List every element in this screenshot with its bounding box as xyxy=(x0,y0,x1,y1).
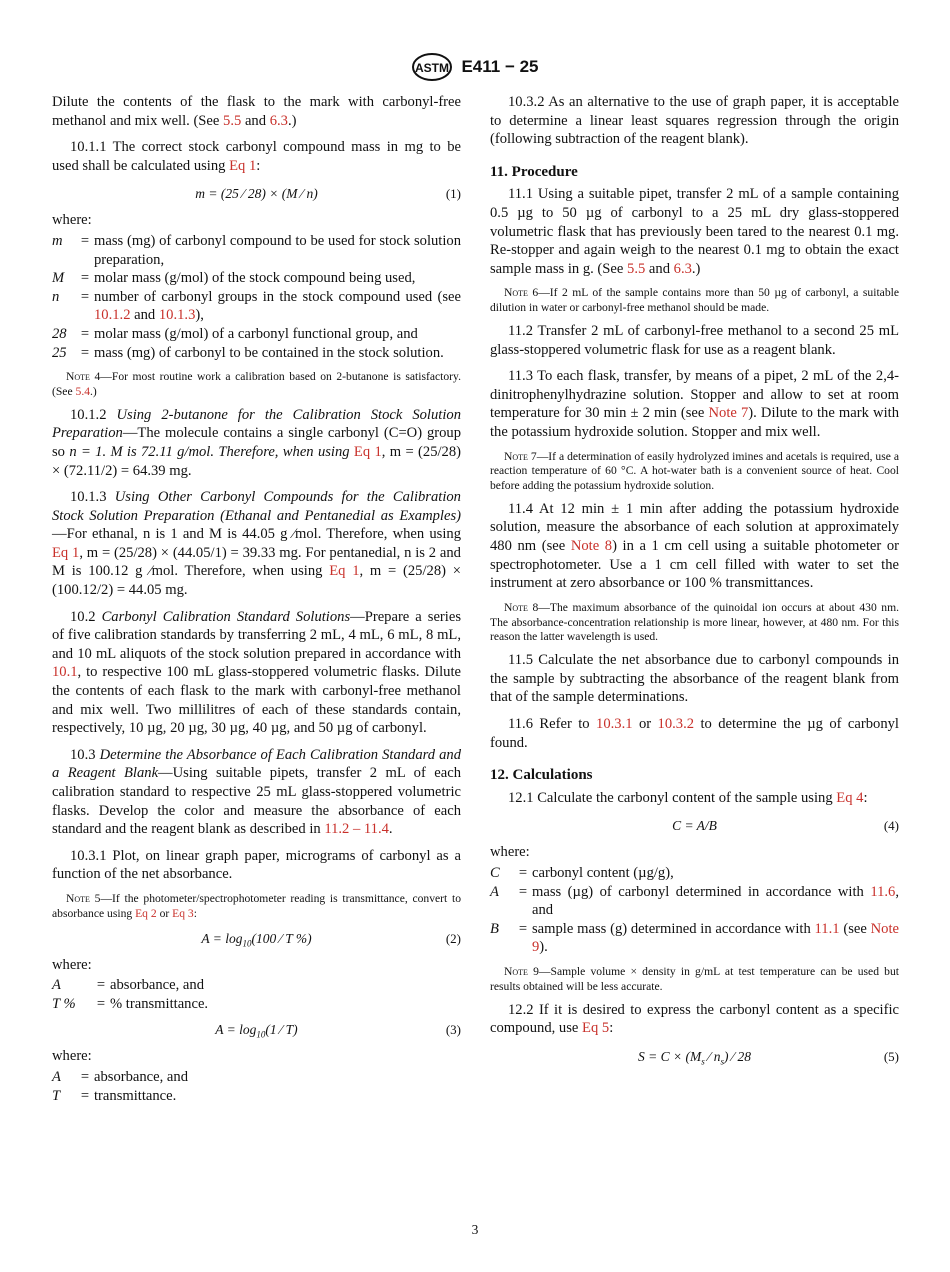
equation-4: C = A/B (4) xyxy=(672,818,899,834)
paragraph-10-1-1: 10.1.1 The correct stock carbonyl compound mass in mg to be used shall be calculated using Eq 1: xyxy=(52,139,461,174)
note-9: Note 9—Sample volume × density in g/mL at test temperature can be used but results obtained will be less accurate. xyxy=(490,964,899,993)
link-5-4[interactable]: 5.4 xyxy=(75,384,91,398)
equation-5: $S = C \times (M_s$ ⁄ $n_s$) ⁄ 28 (5) xyxy=(637,1048,899,1067)
paragraph-10-3: 10.3 Determine the Absorbance of Each Calibration Standard and a Reagent Blank—Using suitable pipets, transfer 2 mL of each calibration standard to respective 25 mL glass-stoppered volumetric flasks. Develop the color and measure the absorbance of each standard and the reagent blank as described in 11.2 – 11.4. xyxy=(52,746,461,838)
page-number: 3 xyxy=(471,1222,479,1237)
note-7: Note 7—If a determination of easily hydrolyzed imines and acetals is required, use a reaction temperature of 60 °C. A hot-water bath is a convenient source of heat. Cool before adding the potassium hydroxide solution. xyxy=(490,449,899,493)
note-5: Note 5—If the photometer/spectrophotometer reading is transmittance, convert to absorbance using Eq 2 or Eq 3: xyxy=(52,891,461,920)
link-6-3[interactable]: 6.3 xyxy=(269,112,288,129)
link-5-5[interactable]: 5.5 xyxy=(627,260,646,277)
link-note-7[interactable]: Note 7 xyxy=(708,405,749,422)
definition-row: 25 = mass (mg) of carbonyl to be contained in the stock solution. xyxy=(52,344,444,361)
link-6-3[interactable]: 6.3 xyxy=(673,260,692,277)
paragraph-11-2: 11.2 Transfer 2 mL of carbonyl-free methanol to a second 25 mL glass-stoppered volumetric flask for use as a reagent blank. xyxy=(490,322,899,358)
section-heading-procedure: 11. Procedure xyxy=(490,163,578,180)
note-6: Note 6—If 2 mL of the sample contains more than 50 µg of carbonyl, a suitable dilution in water or carbonyl-free methanol should be made. xyxy=(490,286,899,315)
link-10-1[interactable]: 10.1 xyxy=(52,664,78,681)
paragraph-10-3-1: 10.3.1 Plot, on linear graph paper, micrograms of carbonyl as a function of the net absorbance. xyxy=(52,847,461,883)
paragraph: Dilute the contents of the flask to the mark with carbonyl-free methanol and mix well. (See 5.5 and 6.3.) xyxy=(52,94,461,129)
right-column xyxy=(490,93,899,1074)
link-eq1[interactable]: Eq 1 xyxy=(229,157,257,174)
page-header xyxy=(0,52,950,82)
link-10-3-2[interactable]: 10.3.2 xyxy=(657,716,695,733)
link-10-1-2[interactable]: 10.1.2 xyxy=(94,307,131,324)
paragraph-12-1: 12.1 Calculate the carbonyl content of the sample using Eq 4: xyxy=(508,789,868,806)
link-5-5[interactable]: 5.5 xyxy=(223,112,242,129)
paragraph-11-5: 11.5 Calculate the net absorbance due to carbonyl compounds in the sample by subtracting the absorbance of the reagent blank from that of the sample determinations. xyxy=(490,652,899,706)
link-11-6[interactable]: 11.6 xyxy=(870,883,896,900)
link-11-1[interactable]: 11.1 xyxy=(814,920,840,937)
paragraph-12-2: 12.2 If it is desired to express the carbonyl content as a specific compound, use Eq 5: xyxy=(490,1001,899,1037)
where-label: where: xyxy=(490,844,530,861)
link-10-1-3[interactable]: 10.1.3 xyxy=(158,307,196,324)
astm-logo-icon xyxy=(411,52,453,82)
paragraph-11-3: 11.3 To each flask, transfer, by means of a pipet, 2 mL of the 2,4-dinitrophenylhydrazine solution. Stopper and allow to set at room temperature for 30 min ± 2 min (see Note 7). Dilute to the mark with the potassium hydroxide solution. Stopper and mix well. xyxy=(490,368,899,440)
link-10-3-1[interactable]: 10.3.1 xyxy=(596,716,633,733)
definitions-eq1 xyxy=(52,232,461,362)
definition-row: T = transmittance. xyxy=(52,1087,177,1104)
paragraph-11-6: 11.6 Refer to 10.3.1 or 10.3.2 to determine the µg of carbonyl found. xyxy=(490,716,899,751)
where-label: where: xyxy=(52,1048,92,1065)
svg-text:ASTM: ASTM xyxy=(415,61,450,75)
equation-2: $A = \log_{10}(100$ ⁄ T %) (2) xyxy=(201,930,461,949)
definitions-eq4 xyxy=(490,864,899,957)
definitions-eq2 xyxy=(52,976,461,1013)
definition-row: 28 = molar mass (g/mol) of a carbonyl functional group, and xyxy=(52,325,418,342)
equation-3: $A = \log_{10}(1$ ⁄ T) (3) xyxy=(215,1022,461,1041)
paragraph-11-1: 11.1 Using a suitable pipet, transfer 2 mL of a sample containing 0.5 µg to 50 µg of carbonyl to a 25 mL dry glass-stoppered volumetric flask that has previously been tared to the nearest 0.1 mg. Re-stopper and again weigh to the nearest 0.1 mg to obtain the exact sample mass in g. (See 5.5 and 6.3.) xyxy=(490,186,899,277)
definition-row: T % = % transmittance. xyxy=(52,995,209,1012)
paragraph-10-1-2: 10.1.2 Using 2-butanone for the Calibration Stock Solution Preparation—The molecule contains a single carbonyl (C=O) group so n = 1. M is 72.11 g/mol. Therefore, when using Eq 1, m = (25/28) × (72.11/2) = 64.39 mg. xyxy=(52,406,461,479)
note-8: Note 8—The maximum absorbance of the quinoidal ion occurs at about 430 nm. The absorbance-concentration relationship is more linear, however, at 480 nm. For this reason the latter wavelength is used. xyxy=(490,600,900,644)
link-eq1[interactable]: Eq 1 xyxy=(329,563,360,580)
link-note-9[interactable]: Note 9 xyxy=(532,920,899,956)
note-4: Note 4—For most routine work a calibration based on 2-butanone is satisfactory. (See 5.4.) xyxy=(52,370,461,398)
paragraph-10-3-2: 10.3.2 As an alternative to the use of graph paper, it is acceptable to determine a linear least squares regression through the origin (following subtraction of the reagent blank). xyxy=(490,94,899,148)
equation-1: m = (25 ⁄ 28) × (M ⁄ n) (1) xyxy=(195,186,461,202)
link-eq3[interactable]: Eq 3 xyxy=(172,906,194,920)
designation: E411 − 25 xyxy=(461,57,539,76)
where-label: where: xyxy=(52,956,92,973)
link-11-2-11-4[interactable]: 11.2 – 11.4 xyxy=(324,821,389,838)
definition-row: A = absorbance, and xyxy=(52,977,205,994)
definition-row: C = carbonyl content (µg/g), xyxy=(490,865,674,881)
link-eq1[interactable]: Eq 1 xyxy=(353,443,382,460)
definition-row: m = mass (mg) of carbonyl compound to be used for stock solution preparation, xyxy=(52,232,461,268)
where-label: where: xyxy=(52,212,92,229)
definition-row: A = absorbance, and xyxy=(52,1068,189,1085)
section-heading-calculations: 12. Calculations xyxy=(490,767,593,784)
paragraph-11-4: 11.4 At 12 min ± 1 min after adding the potassium hydroxide solution, measure the absorbance of each solution at approximately 480 nm (see Note 8) in a 1 cm cell using a suitable photometer or spectrophotometer. Use a 1 cm cell filled with water to set the instrument at zero absorbance or 100 % transmittances. xyxy=(490,500,899,592)
definitions-eq3 xyxy=(52,1068,461,1105)
link-eq1[interactable]: Eq 1 xyxy=(52,544,80,561)
link-eq4[interactable]: Eq 4 xyxy=(836,789,864,806)
definition-row: A = mass (µg) of carbonyl determined in accordance with 11.6, and xyxy=(490,883,899,919)
link-eq2[interactable]: Eq 2 xyxy=(135,906,157,920)
definition-row: n = number of carbonyl groups in the stock compound used (see 10.1.2 and 10.1.3), xyxy=(52,288,461,324)
definition-row: B = sample mass (g) determined in accordance with 11.1 (see Note 9). xyxy=(490,920,899,956)
paragraph-10-1-3: 10.1.3 Using Other Carbonyl Compounds for the Calibration Stock Solution Preparation (Ethanal and Pentanedial as Examples)—For ethanal, n is 1 and M is 44.05 g ⁄mol. Therefore, when using Eq 1, m = (25/28) × (44.05/1) = 39.33 mg. For pentanedial, n is 2 and M is 100.12 g ⁄mol. Therefore, when using Eq 1, m = (25/28) × (100.12/2) = 44.05 mg. xyxy=(52,489,461,599)
definition-row: M = molar mass (g/mol) of the stock compound being used, xyxy=(52,270,416,287)
link-note-8[interactable]: Note 8 xyxy=(570,538,613,555)
left-column xyxy=(52,93,461,1111)
link-eq5[interactable]: Eq 5 xyxy=(582,1020,610,1037)
paragraph-10-2: 10.2 Carbonyl Calibration Standard Solutions—Prepare a series of five calibration standards by transferring 2 mL, 4 mL, 6 mL, 8 mL, and 10 mL aliquots of the stock solution prepared in accordance with 10.1, to respective 100 mL glass-stoppered volumetric flasks. Dilute the contents of each flask to the mark with carbonyl-free methanol and mix well. Two millilitres of each of these standards contain, respectively, 10 µg, 20 µg, 30 µg, 40 µg, and 50 µg of carbonyl. xyxy=(52,608,461,737)
